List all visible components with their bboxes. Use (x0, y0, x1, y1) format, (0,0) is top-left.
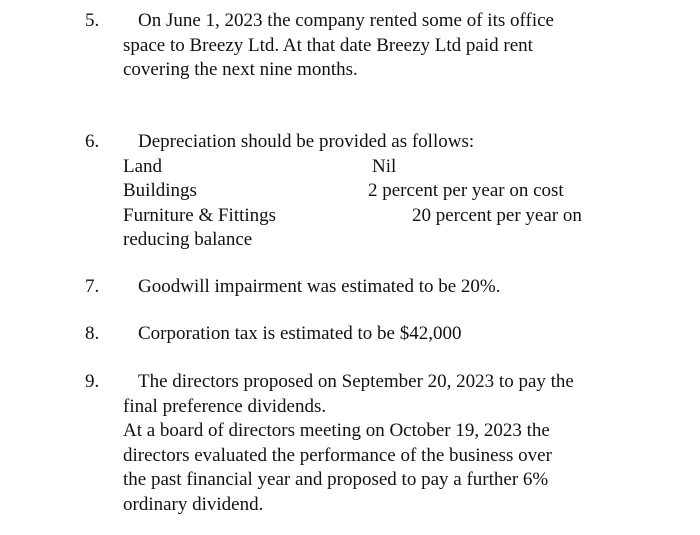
item-number: 5. (85, 10, 100, 31)
item-text-line: ordinary dividend. (123, 493, 264, 515)
item-text-line: covering the next nine months. (123, 59, 358, 80)
item-text-line: final preference dividends. (123, 395, 327, 417)
depreciation-rate: Nil (372, 155, 397, 177)
item-text-line: Goodwill impairment was estimated to be 20%. (138, 276, 501, 297)
depreciation-intro: Depreciation should be provided as follows: (138, 131, 475, 152)
item-text-line: On June 1, 2023 the company rented some of its office (138, 10, 554, 31)
item-number: 9. (85, 371, 100, 392)
item-number: 7. (85, 276, 100, 297)
asset-name: Land (123, 155, 163, 177)
item-text-line: directors evaluated the performance of the business over (123, 444, 552, 466)
depreciation-rate: 20 percent per year on (412, 204, 582, 226)
item-number: 8. (85, 323, 100, 344)
depreciation-continuation: reducing balance (123, 229, 253, 250)
asset-name: Furniture & Fittings (123, 204, 277, 226)
item-text-line: space to Breezy Ltd. At that date Breezy Ltd paid rent (123, 34, 533, 56)
asset-name: Buildings (123, 180, 197, 201)
item-text-line: At a board of directors meeting on October 19, 2023 the (123, 420, 550, 441)
depreciation-rate: 2 percent per year on cost (368, 180, 564, 201)
item-text-line: The directors proposed on September 20, 2023 to pay the (138, 371, 574, 392)
item-number: 6. (85, 131, 100, 152)
item-text-line: Corporation tax is estimated to be $42,000 (138, 323, 462, 344)
item-text-line: the past financial year and proposed to pay a further 6% (123, 469, 549, 490)
